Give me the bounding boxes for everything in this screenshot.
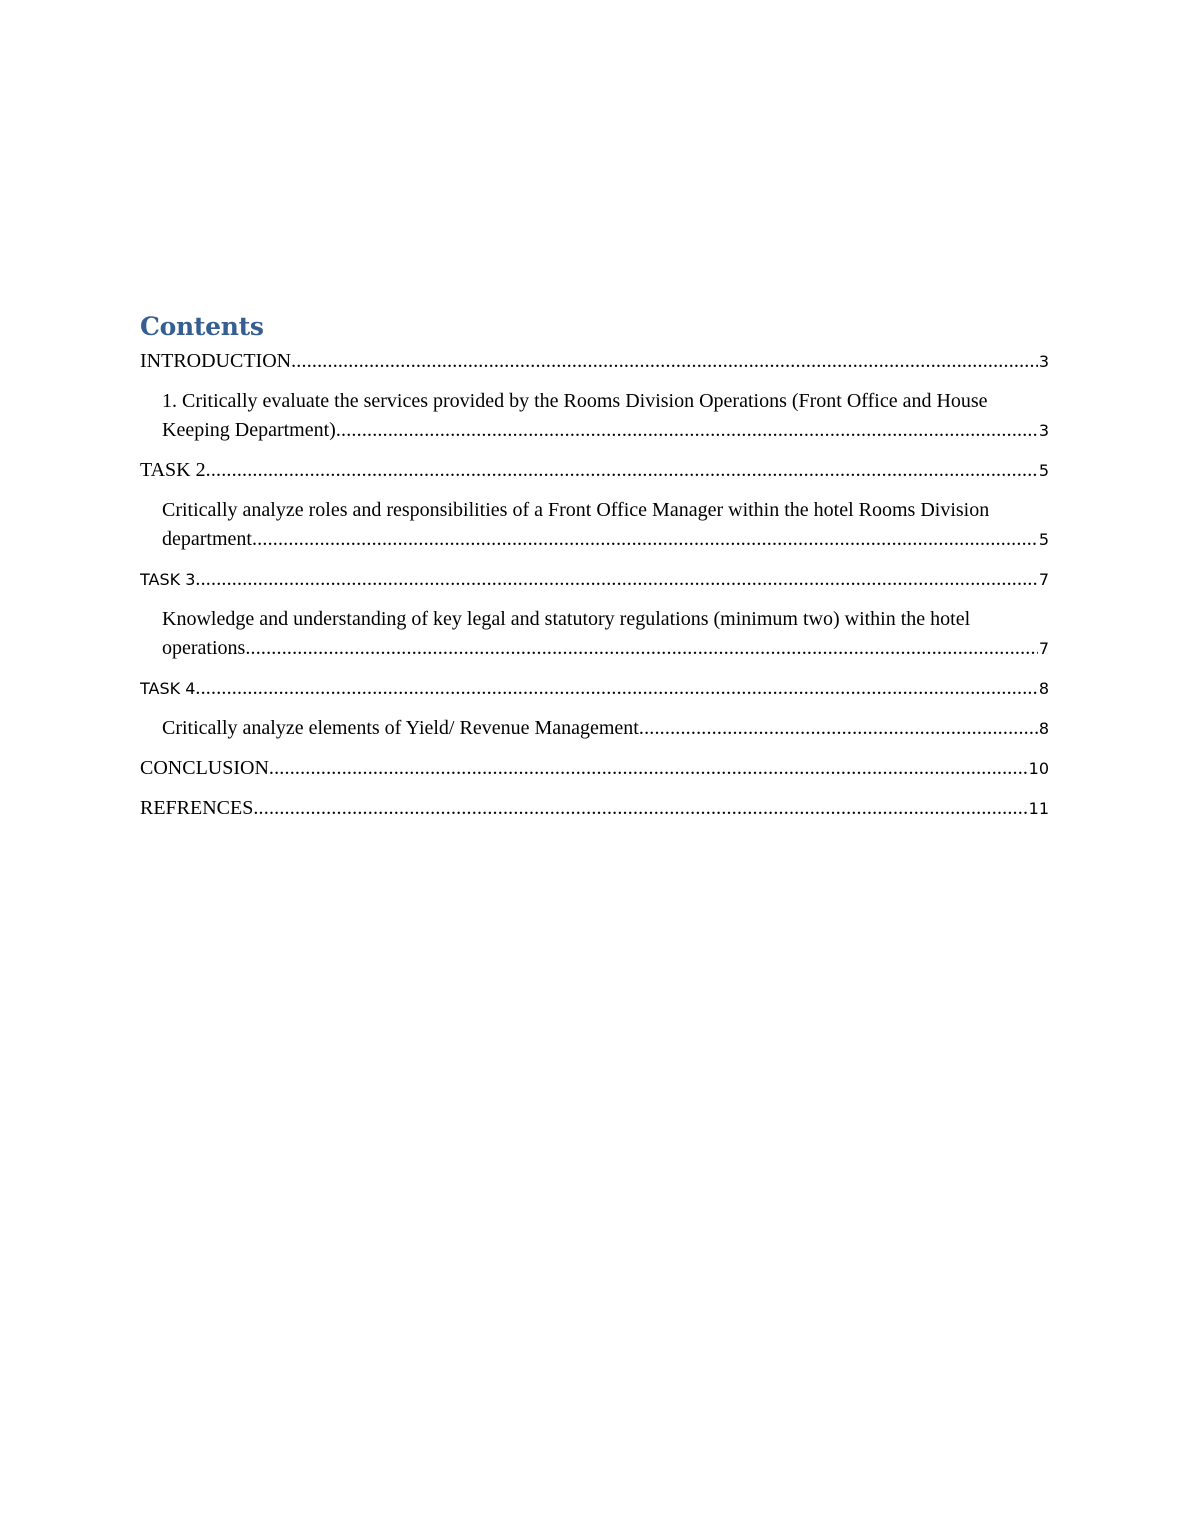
toc-entry-task-4[interactable] bbox=[140, 674, 1049, 703]
toc-entry-label: TASK 2 bbox=[140, 459, 206, 481]
toc-entry-label-continued: department bbox=[162, 528, 252, 550]
toc-page-number: 8 bbox=[1038, 679, 1049, 698]
toc-page-number: 5 bbox=[1038, 461, 1049, 480]
toc-entry-label: TASK 4 bbox=[140, 679, 196, 698]
toc-page-number: 8 bbox=[1038, 719, 1049, 738]
toc-entry-label: 1. Critically evaluate the services provided by the Rooms Division Operations (Front Office and House bbox=[162, 390, 988, 412]
toc-page-number: 11 bbox=[1028, 799, 1049, 818]
toc-leader-dots bbox=[245, 634, 1038, 663]
toc-entry-label: CONCLUSION bbox=[140, 757, 269, 779]
toc-entry-label: Knowledge and understanding of key legal and statutory regulations (minimum two) within the hotel bbox=[162, 608, 971, 630]
toc-entry-references[interactable] bbox=[140, 794, 1049, 823]
toc-heading: Contents bbox=[140, 312, 264, 341]
toc-entry-introduction[interactable] bbox=[140, 347, 1049, 376]
toc-page-number: 3 bbox=[1038, 352, 1049, 371]
toc-page-number: 10 bbox=[1028, 759, 1049, 778]
toc-entry-label: TASK 3 bbox=[140, 570, 196, 589]
toc-entry-label: REFRENCES bbox=[140, 797, 254, 819]
toc-page-number: 7 bbox=[1038, 639, 1049, 658]
table-of-contents bbox=[140, 309, 1049, 834]
toc-entry-yield-revenue-management[interactable] bbox=[140, 714, 1049, 743]
toc-leader-dots bbox=[639, 714, 1038, 743]
toc-page-number: 5 bbox=[1038, 530, 1049, 549]
toc-leader-dots bbox=[253, 794, 1027, 823]
toc-page-number: 7 bbox=[1038, 570, 1049, 589]
toc-entry-legal-regulations[interactable] bbox=[140, 605, 1049, 663]
toc-entry-label: Critically analyze elements of Yield/ Revenue Management bbox=[162, 717, 639, 739]
toc-leader-dots bbox=[336, 416, 1038, 445]
toc-entry-conclusion[interactable] bbox=[140, 754, 1049, 783]
toc-entry-label-continued: Keeping Department) bbox=[162, 419, 336, 441]
toc-leader-dots bbox=[291, 347, 1038, 376]
toc-entry-label: INTRODUCTION bbox=[140, 350, 292, 372]
toc-leader-dots bbox=[269, 754, 1028, 783]
toc-entry-task-3[interactable] bbox=[140, 565, 1049, 594]
toc-leader-dots bbox=[206, 456, 1038, 485]
toc-leader-dots bbox=[195, 674, 1037, 703]
toc-entry-rooms-division-services[interactable] bbox=[140, 387, 1049, 445]
toc-entry-label: Critically analyze roles and responsibilities of a Front Office Manager within the hotel Rooms Division bbox=[162, 499, 990, 521]
toc-entry-label-continued: operations bbox=[162, 637, 246, 659]
toc-page-number: 3 bbox=[1038, 421, 1049, 440]
toc-entry-task-2[interactable] bbox=[140, 456, 1049, 485]
toc-entry-front-office-manager[interactable] bbox=[140, 496, 1049, 554]
toc-leader-dots bbox=[252, 525, 1038, 554]
toc-leader-dots bbox=[195, 565, 1037, 594]
